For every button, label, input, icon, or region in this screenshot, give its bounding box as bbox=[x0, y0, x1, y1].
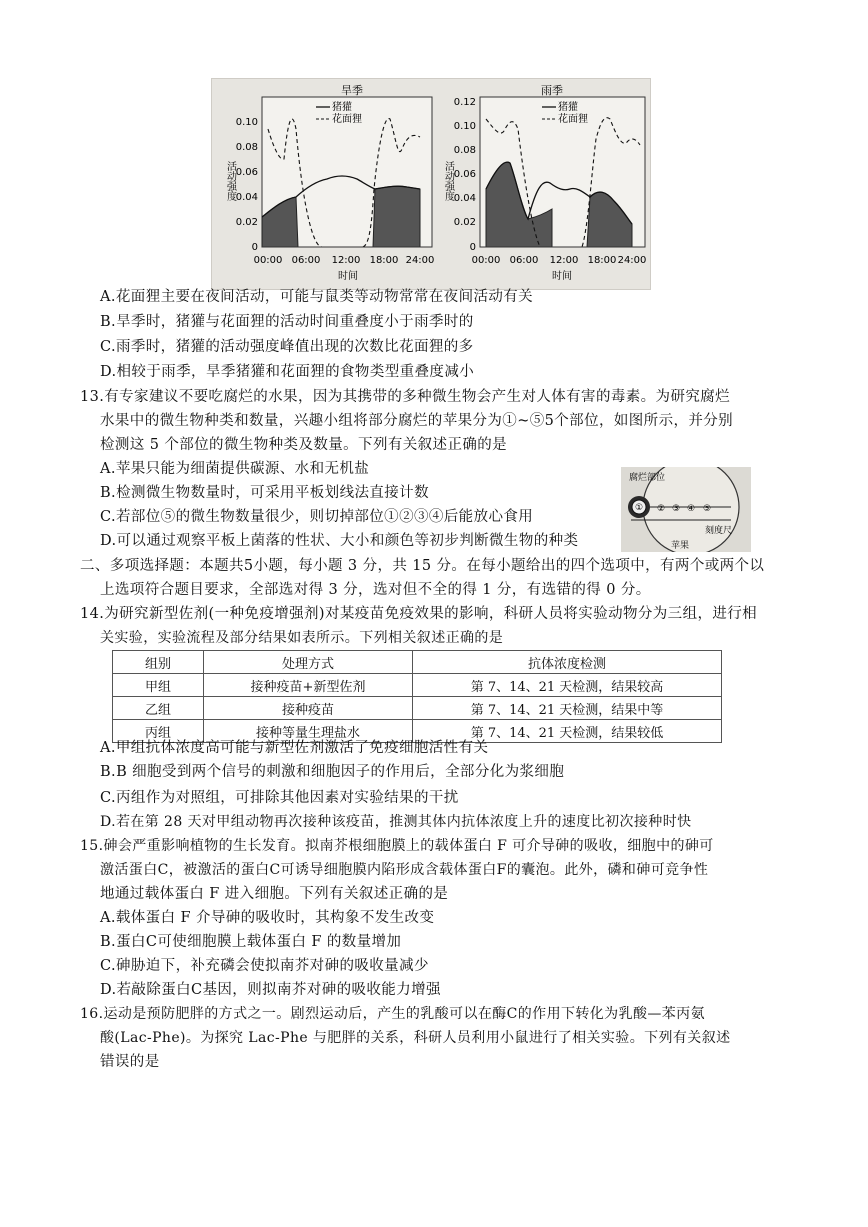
section2-instructions-line2: 上选项符合题目要求，全部选对得 3 分，选对但不全的得 1 分，有选错的得 0 分。 bbox=[100, 582, 651, 598]
q14-table bbox=[112, 650, 722, 743]
apple-label-apple: 苹果 bbox=[671, 541, 690, 551]
q13-stem-line2: 水果中的微生物种类和数量，兴趣小组将部分腐烂的苹果分为①~⑤5个部位，如图所示，并分别 bbox=[100, 413, 734, 429]
q13-option-b: B.检测微生物数量时，可采用平板划线法直接计数 bbox=[100, 485, 429, 501]
left-xtick: 18:00 bbox=[369, 255, 399, 266]
right-ylabel: 活动强度 bbox=[442, 161, 454, 201]
left-xtick: 06:00 bbox=[291, 255, 321, 266]
right-ytick: 0.04 bbox=[453, 193, 476, 204]
apple-part-1: ① bbox=[634, 503, 644, 513]
q13-option-c: C.若部位⑤的微生物数量很少，则切掉部位①②③④后能放心食用 bbox=[100, 509, 534, 525]
right-xtick: 00:00 bbox=[471, 255, 501, 266]
table-cell: 接种疫苗 bbox=[204, 697, 413, 720]
left-ytick: 0.08 bbox=[235, 142, 258, 153]
table-cell: 乙组 bbox=[113, 697, 204, 720]
q15-option-d: D.若敲除蛋白C基因，则拟南芥对砷的吸收能力增强 bbox=[100, 982, 441, 998]
q16-stem-line3: 错误的是 bbox=[100, 1054, 160, 1070]
left-xtick: 12:00 bbox=[331, 255, 361, 266]
q14-option-d: D.若在第 28 天对甲组动物再次接种该疫苗，推测其体内抗体浓度上升的速度比初次接种时快 bbox=[100, 814, 692, 830]
table-row bbox=[113, 697, 722, 720]
table-cell: 第 7、14、21 天检测，结果中等 bbox=[413, 697, 722, 720]
q12-option-a: A.花面狸主要在夜间活动，可能与鼠类等动物常常在夜间活动有关 bbox=[100, 289, 534, 305]
right-xtick: 24:00 bbox=[617, 255, 647, 266]
right-xtick: 18:00 bbox=[587, 255, 617, 266]
q12-option-d: D.相较于雨季，旱季猪獾和花面狸的食物类型重叠度减小 bbox=[100, 364, 475, 380]
table-cell: 丙组 bbox=[113, 720, 204, 743]
right-panel-title: 雨季 bbox=[541, 84, 563, 97]
q14-stem-line1: 14.为研究新型佐剂(一种免疫增强剂)对某疫苗免疫效果的影响，科研人员将实验动物分为三组，进行相 bbox=[80, 606, 758, 622]
q13-stem-line3: 检测这 5 个部位的微生物种类及数量。下列有关叙述正确的是 bbox=[100, 437, 508, 453]
left-legend-huamianli: 花面狸 bbox=[332, 114, 362, 125]
left-xlabel: 时间 bbox=[338, 271, 358, 282]
q14-stem-line2: 关实验，实验流程及部分结果如表所示。下列相关叙述正确的是 bbox=[100, 630, 504, 646]
left-ytick: 0.04 bbox=[235, 192, 258, 203]
left-panel-title: 旱季 bbox=[341, 84, 363, 97]
q16-stem-line1: 16.运动是预防肥胖的方式之一。剧烈运动后，产生的乳酸可以在酶C的作用下转化为乳酸—苯丙氨 bbox=[80, 1006, 705, 1022]
right-legend-huamianli: 花面狸 bbox=[558, 114, 588, 125]
right-ytick: 0.08 bbox=[453, 145, 476, 156]
q15-stem-line2: 激活蛋白C，被激活的蛋白C可诱导细胞膜内陷形成含载体蛋白F的囊泡。此外，磷和砷可竞争性 bbox=[100, 862, 709, 878]
right-ytick: 0.10 bbox=[453, 121, 476, 132]
table-cell: 第 7、14、21 天检测，结果较高 bbox=[413, 674, 722, 697]
left-ytick: 0.10 bbox=[235, 117, 258, 128]
activity-chart-svg bbox=[212, 79, 650, 289]
right-ytick: 0.06 bbox=[453, 169, 476, 180]
left-xtick: 00:00 bbox=[253, 255, 283, 266]
q15-stem-line1: 15.砷会严重影响植物的生长发育。拟南芥根细胞膜上的载体蛋白 F 可介导砷的吸收，细胞中的砷可 bbox=[80, 838, 714, 854]
apple-figure-svg bbox=[621, 467, 751, 552]
left-ytick: 0.02 bbox=[235, 217, 258, 228]
apple-figure bbox=[621, 467, 751, 552]
q15-option-a: A.载体蛋白 F 介导砷的吸收时，其构象不发生改变 bbox=[100, 910, 435, 926]
right-ytick: 0.02 bbox=[453, 217, 476, 228]
q16-stem-line2: 酸(Lac-Phe)。为探究 Lac-Phe 与肥胖的关系，科研人员利用小鼠进行了相关实验。下列有关叙述 bbox=[100, 1030, 731, 1046]
table-cell: 接种疫苗+新型佐剂 bbox=[204, 674, 413, 697]
q14-option-b: B.B 细胞受到两个信号的刺激和细胞因子的作用后，全部分化为浆细胞 bbox=[100, 764, 565, 780]
left-ylabel: 活动强度 bbox=[224, 161, 236, 201]
left-ytick: 0 bbox=[251, 242, 258, 253]
right-ytick: 0 bbox=[469, 242, 476, 253]
q14-option-a: A.甲组抗体浓度高可能与新型佐剂激活了免疫细胞活性有关 bbox=[100, 740, 489, 756]
q13-option-d: D.可以通过观察平板上菌落的性状、大小和颜色等初步判断微生物的种类 bbox=[100, 533, 579, 549]
apple-part-5: ⑤ bbox=[702, 504, 712, 514]
q15-option-b: B.蛋白C可使细胞膜上载体蛋白 F 的数量增加 bbox=[100, 934, 402, 950]
left-ytick: 0.06 bbox=[235, 167, 258, 178]
table-header-row bbox=[113, 651, 722, 674]
section2-instructions-line1: 二、多项选择题：本题共5小题，每小题 3 分，共 15 分。在每小题给出的四个选项中，有两个或两个以 bbox=[80, 558, 765, 574]
q13-option-a: A.苹果只能为细菌提供碳源、水和无机盐 bbox=[100, 461, 370, 477]
right-xtick: 06:00 bbox=[509, 255, 539, 266]
q12-option-b: B.旱季时，猪獾与花面狸的活动时间重叠度小于雨季时的 bbox=[100, 314, 474, 330]
table-cell: 第 7、14、21 天检测，结果较低 bbox=[413, 720, 722, 743]
right-legend-zhuhuan: 猪獾 bbox=[558, 102, 578, 113]
activity-figure bbox=[211, 78, 651, 290]
apple-part-2: ② bbox=[656, 504, 666, 514]
q15-option-c: C.砷胁迫下，补充磷会使拟南芥对砷的吸收量减少 bbox=[100, 958, 429, 974]
q14-option-c: C.丙组作为对照组，可排除其他因素对实验结果的干扰 bbox=[100, 790, 459, 806]
right-ytick: 0.12 bbox=[453, 97, 476, 108]
apple-part-3: ③ bbox=[671, 504, 681, 514]
q12-option-c: C.雨季时，猪獾的活动强度峰值出现的次数比花面狸的多 bbox=[100, 339, 474, 355]
apple-part-4: ④ bbox=[686, 504, 696, 514]
left-legend-zhuhuan: 猪獾 bbox=[332, 102, 352, 113]
right-xtick: 12:00 bbox=[549, 255, 579, 266]
table-cell: 甲组 bbox=[113, 674, 204, 697]
table-row bbox=[113, 674, 722, 697]
table-header: 抗体浓度检测 bbox=[413, 651, 722, 674]
table-cell: 接种等量生理盐水 bbox=[204, 720, 413, 743]
apple-label-ruler: 刻度尺 bbox=[705, 526, 733, 536]
table-header: 处理方式 bbox=[204, 651, 413, 674]
apple-label-rot: 腐烂部位 bbox=[629, 473, 666, 483]
q15-stem-line3: 地通过载体蛋白 F 进入细胞。下列有关叙述正确的是 bbox=[100, 886, 449, 902]
table-header: 组别 bbox=[113, 651, 204, 674]
q13-stem-line1: 13.有专家建议不要吃腐烂的水果，因为其携带的多种微生物会产生对人体有害的毒素。为研究腐烂 bbox=[80, 389, 731, 405]
left-xtick: 24:00 bbox=[405, 255, 435, 266]
right-xlabel: 时间 bbox=[552, 271, 572, 282]
